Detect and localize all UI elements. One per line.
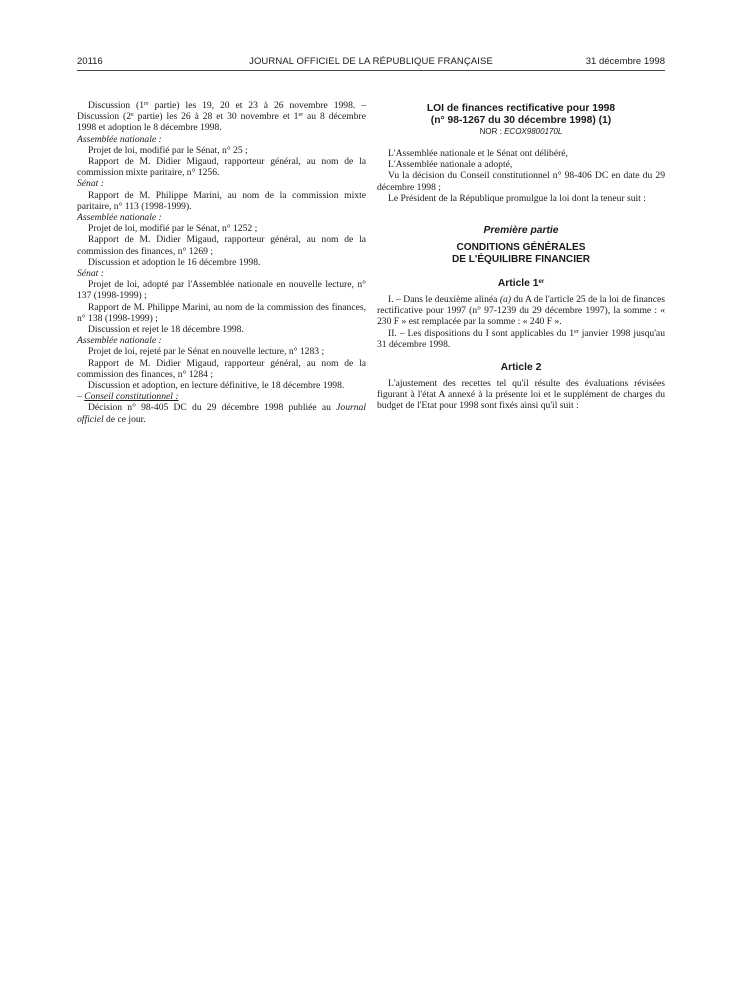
section-heading: Assemblée nationale : xyxy=(77,133,162,145)
section-heading: Sénat : xyxy=(77,178,104,190)
journal-title: JOURNAL OFFICIEL DE LA RÉPUBLIQUE FRANÇAISE xyxy=(249,56,493,67)
intro-line: L'Assemblée nationale et le Sénat ont délibéré, xyxy=(388,148,568,159)
list-item: Projet de loi, modifié par le Sénat, n° 1252 ; xyxy=(88,223,258,235)
list-item: Rapport de M. Didier Migaud, rapporteur général, au nom de la commission mixte paritaire, n° 1256. xyxy=(77,156,366,179)
list-item: Discussion et rejet le 18 décembre 1998. xyxy=(88,324,244,336)
issue-date: 31 décembre 1998 xyxy=(585,56,665,67)
list-item: Discussion et adoption, en lecture définitive, le 18 décembre 1998. xyxy=(88,380,345,392)
part-subtitle: CONDITIONS GÉNÉRALES DE L'ÉQUILIBRE FINANCIER xyxy=(451,242,591,266)
law-title: LOI de finances rectificative pour 1998 (n° 98-1267 du 30 décembre 1998) (1) xyxy=(426,103,616,126)
list-item: Rapport de M. Philippe Marini, au nom de la commission mixte paritaire, n° 113 (1998-1999). xyxy=(77,189,366,212)
page-header xyxy=(77,55,665,69)
article-2-title: Article 2 xyxy=(500,362,542,374)
list-item: Projet de loi, modifié par le Sénat, n° 25 ; xyxy=(88,144,248,156)
list-item: Rapport de M. Philippe Marini, au nom de la commission des finances, n° 138 (1998-1999) ; xyxy=(77,301,366,324)
list-item: Rapport de M. Didier Migaud, rapporteur général, au nom de la commission des finances, n° 1284 ; xyxy=(77,357,366,380)
intro-line: L'Assemblée nationale a adopté, xyxy=(388,159,513,171)
article-1-paragraph-ii: II. – Les dispositions du I sont applicables du 1er janvier 1998 jusqu'au 31 décembre 1998. xyxy=(377,327,665,350)
discussion-paragraph: Discussion (1re partie) les 19, 20 et 23 à 26 novembre 1998. – Discussion (2e partie) les 26 à 28 et 30 novembre et 1er au 8 décembre 1998 et adoption le 8 décembre 1998. xyxy=(77,100,367,134)
header-rule xyxy=(77,70,665,71)
list-item: Projet de loi, adopté par l'Assemblée nationale en nouvelle lecture, n° 137 (1998-1999) ; xyxy=(77,279,366,302)
section-heading-conseil: – Conseil constitutionnel : xyxy=(77,391,179,403)
list-item: Rapport de M. Didier Migaud, rapporteur général, au nom de la commission des finances, n° 1269 ; xyxy=(77,234,366,257)
right-column xyxy=(377,100,665,412)
article-1-paragraph-i: I. – Dans le deuxième alinéa (a) du A de l'article 25 de la loi de finances rectificative pour 1997 (n° 97-1239 du 29 décembre 1997), la somme : « 230 F » est remplacée par la somme : « 240 F ». xyxy=(377,294,665,328)
list-item: Projet de loi, rejeté par le Sénat en nouvelle lecture, n° 1283 ; xyxy=(88,346,325,358)
section-heading: Assemblée nationale : xyxy=(77,212,162,224)
article-2-paragraph: L'ajustement des recettes tel qu'il résulte des évaluations révisées figurant à l'état A annexé à la présente loi et le supplément de charges du budget de l'Etat pour 1998 sont fixés ainsi qu'il suit : xyxy=(377,378,665,412)
section-heading: Sénat : xyxy=(77,268,104,280)
left-column xyxy=(77,100,366,425)
article-1-title: Article 1er xyxy=(497,278,545,290)
section-heading: Assemblée nationale : xyxy=(77,335,162,347)
nor-reference: NOR : ECOX9800170L xyxy=(479,127,563,136)
list-item: Discussion et adoption le 16 décembre 1998. xyxy=(88,256,261,268)
list-item: Décision n° 98-405 DC du 29 décembre 1998 publiée au Journal officiel de ce jour. xyxy=(77,402,366,425)
part-title: Première partie xyxy=(483,225,559,237)
intro-line: Le Président de la République promulgue la loi dont la teneur suit : xyxy=(388,192,646,204)
page-number: 20116 xyxy=(77,56,103,67)
intro-line: Vu la décision du Conseil constitutionnel n° 98-406 DC en date du 29 décembre 1998 ; xyxy=(377,170,665,193)
